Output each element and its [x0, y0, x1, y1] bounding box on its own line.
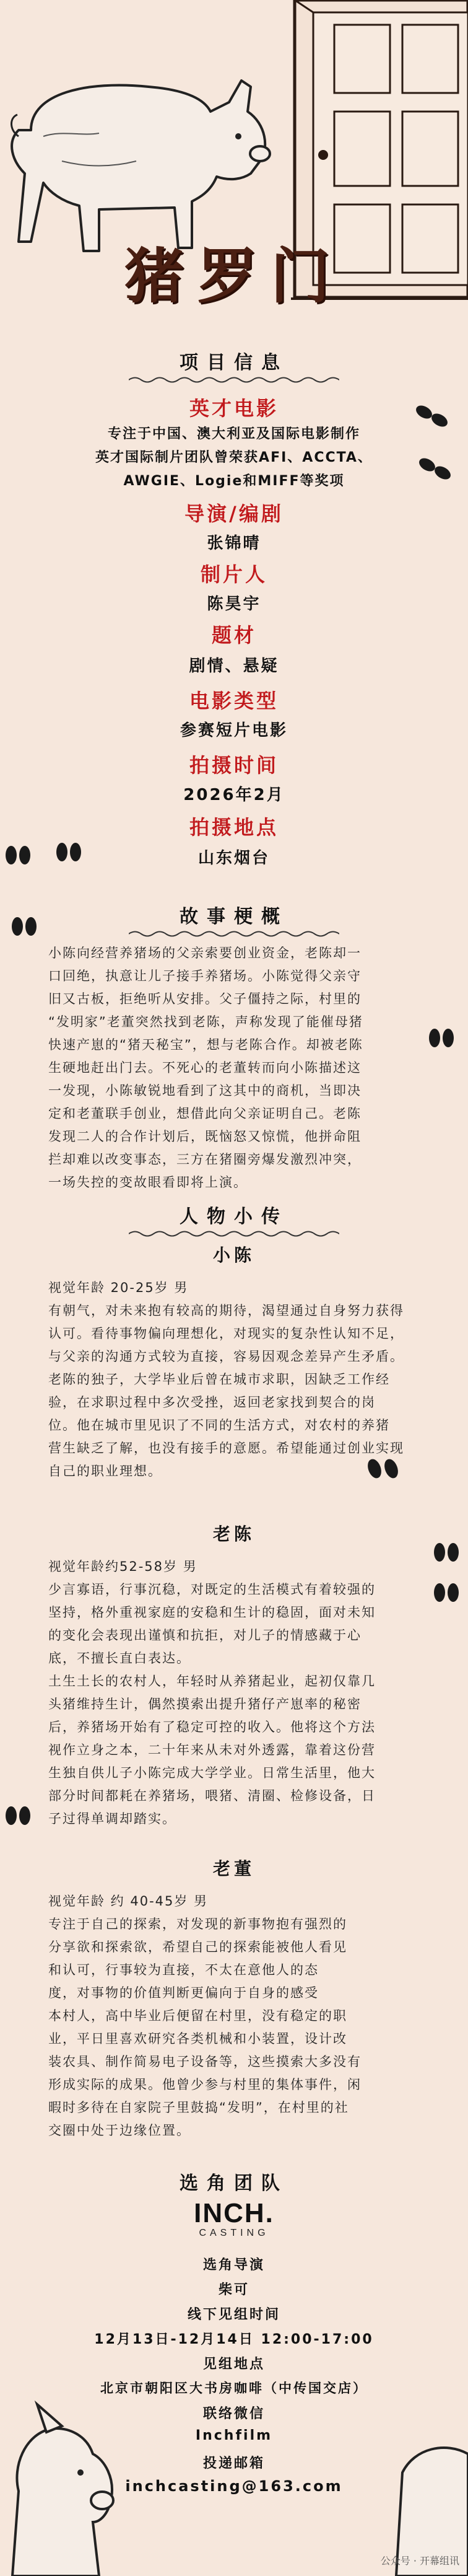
character-age: 视觉年龄 20-25岁 男 — [48, 1280, 189, 1295]
field-label-shoot-date: 拍摄时间 — [189, 754, 279, 777]
synopsis-line: 定和老董联手创业，想借此向父亲证明自己。老陈 — [48, 1106, 362, 1121]
field-value-company-3: AWGIE、Logie和MIFF等奖项 — [123, 473, 345, 489]
character-name-laochen: 老陈 — [212, 1524, 255, 1544]
synopsis-line: 发现二人的合作计划后，既恼怒又惊慌，他拼命阻 — [48, 1129, 362, 1144]
paw-print-icon — [0, 1797, 37, 1834]
synopsis-line: 拦却难以改变事态，三方在猪圈旁爆发激烈冲突， — [48, 1152, 362, 1167]
bio-line: 形成实际的成果。他曾少参与村里的集体事件，闲 — [48, 2077, 362, 2092]
synopsis-line: 一发现，小陈敏锐地看到了这其中的商机，当即决 — [48, 1083, 362, 1098]
inch-casting-logo — [0, 2200, 468, 2240]
project-section-title: 项目信息 — [180, 352, 288, 374]
field-label-location: 拍摄地点 — [189, 815, 279, 839]
field-value-type: 参赛短片电影 — [180, 721, 288, 740]
field-value-genre: 剧情、悬疑 — [189, 657, 279, 675]
field-value-producer: 陈昊宇 — [207, 595, 261, 613]
film-title: 猪罗门 — [124, 241, 344, 311]
field-label-director: 导演/编剧 — [184, 502, 284, 525]
field-label-company: 英才电影 — [189, 397, 279, 420]
synopsis-line: 快速产崽的“猪天秘宝”，想与老陈合作。却被老陈 — [48, 1037, 363, 1052]
casting-director-name: 柴可 — [218, 2282, 249, 2298]
paw-print-icon — [6, 905, 43, 948]
field-value-company-1: 专注于中国、澳大利亚及国际电影制作 — [107, 426, 360, 442]
paw-print-icon — [359, 1450, 409, 1487]
synopsis-line: 小陈向经营养猪场的父亲索要创业资金，老陈却一 — [48, 946, 362, 961]
bio-line: 和认可，行事较为直接，不太在意他人的态 — [48, 1963, 319, 1977]
logo-wordmark: INCH. — [194, 2198, 274, 2228]
synopsis-line: “发明家”老董突然找到老陈，声称发现了能催母猪 — [48, 1014, 363, 1029]
character-age: 视觉年龄约52-58岁 男 — [48, 1559, 197, 1574]
bio-line: 视作立身之本，二十年来从未对外透露，靠着这份营 — [48, 1743, 376, 1757]
wechat-value[interactable]: Inchfilm — [195, 2428, 273, 2443]
bio-line: 后，养猪场开始有了稳定可控的收入。他将这个方法 — [48, 1720, 376, 1734]
meeting-time-value: 12月13日-12月14日 12:00-17:00 — [94, 2332, 374, 2347]
field-label-producer: 制片人 — [200, 563, 267, 586]
bio-line: 部分时间都耗在养猪场，喂猪、清圈、检修设备，日 — [48, 1788, 376, 1803]
paw-print-icon — [427, 1537, 464, 1611]
bio-line: 营生缺乏了解，也没有接手的意愿。希望能通过创业实现 — [48, 1441, 404, 1456]
bio-line: 分享欲和探索欲，希望自己的探索能被他人看见 — [48, 1940, 347, 1954]
bio-line: 自己的职业理想。 — [48, 1464, 162, 1479]
field-label-type: 电影类型 — [189, 689, 279, 713]
bio-line: 与父亲的沟通方式较为直接，容易因观念差异产生矛盾。 — [48, 1349, 404, 1364]
bio-line: 装农具、制作简易电子设备等，这些摸索大多没有 — [48, 2054, 362, 2069]
bio-line: 交圈中处于边缘位置。 — [48, 2123, 191, 2138]
bio-line: 底，不擅长直白表达。 — [48, 1651, 191, 1666]
wave-divider-icon — [129, 376, 339, 384]
synopsis-section-title: 故事梗概 — [180, 906, 288, 928]
email-value[interactable]: inchcasting@163.com — [125, 2477, 343, 2495]
bio-line: 老陈的独子，大学毕业后曾在城市求职，因缺乏工作经 — [48, 1372, 390, 1387]
field-value-location: 山东烟台 — [197, 849, 270, 868]
meeting-time-label: 线下见组时间 — [187, 2307, 280, 2323]
field-value-director: 张锦晴 — [207, 534, 261, 553]
logo-subtitle: CASTING — [199, 2228, 269, 2238]
field-value-shoot-date: 2026年2月 — [183, 786, 285, 804]
meeting-location-value: 北京市朝阳区大书房咖啡（中传国交店） — [100, 2381, 368, 2396]
bio-line: 子过得单调却踏实。 — [48, 1811, 176, 1826]
synopsis-line: 一场失控的变故眼看即将上演。 — [48, 1175, 248, 1190]
bio-line: 验，在求职过程中多次受挫，返回老家找到契合的岗 — [48, 1395, 376, 1410]
paw-print-icon — [423, 1016, 461, 1060]
pig-head-illustration — [0, 2398, 124, 2576]
paw-print-icon — [0, 837, 87, 874]
character-bio-laochen — [48, 1555, 426, 1831]
poster-header — [0, 0, 468, 322]
field-label-genre: 题材 — [211, 623, 256, 647]
bio-line: 土生土长的农村人，年轻时从养猪起业，起初仅靠几 — [48, 1674, 376, 1689]
bio-line: 有朝气，对未来抱有较高的期待，渴望通过自身努力获得 — [48, 1303, 404, 1318]
bio-line: 少言寡语，行事沉稳，对既定的生活模式有着较强的 — [48, 1582, 376, 1597]
bio-line: 暇时多待在自家院子里鼓捣“发明”，在村里的社 — [48, 2100, 349, 2115]
wave-divider-icon — [129, 1229, 339, 1238]
bio-line: 专注于自己的探索，对发现的新事物抱有强烈的 — [48, 1917, 347, 1932]
watermark: 公众号 · 开幕组讯 — [380, 2555, 459, 2567]
paw-print-icon — [409, 397, 458, 490]
character-age: 视觉年龄 约 40-45岁 男 — [48, 1894, 209, 1909]
meeting-location-label: 见组地点 — [202, 2357, 265, 2372]
synopsis-line: 生硬地赶出门去。不死心的老董转而向小陈描述这 — [48, 1060, 362, 1075]
bio-line: 业，平日里喜欢研究各类机械和小装置，设计改 — [48, 2031, 347, 2046]
synopsis-line: 口回绝，执意让儿子接手养猪场。小陈觉得父亲守 — [48, 969, 362, 983]
bio-line: 坚持，格外重视家庭的安稳和生计的稳固，面对未知 — [48, 1605, 376, 1620]
casting-section-title: 选角团队 — [180, 2173, 288, 2194]
field-value-company-2: 英才国际制片团队曾荣获AFI、ACCTA、 — [95, 450, 373, 465]
wechat-label: 联络微信 — [202, 2406, 265, 2422]
wave-divider-icon — [129, 930, 339, 938]
bio-line: 认可。看待事物偏向理想化，对现实的复杂性认知不足， — [48, 1326, 404, 1341]
casting-director-label: 选角导演 — [202, 2257, 265, 2273]
bio-line: 头猪维持生计，偶然摸索出提升猪仔产崽率的秘密 — [48, 1697, 362, 1712]
bio-line: 的变化会表现出谨慎和抗拒，对儿子的情感藏于心 — [48, 1628, 362, 1643]
bio-line: 位。他在城市里见识了不同的生活方式，对农村的养猪 — [48, 1418, 390, 1433]
characters-section-title: 人物小传 — [180, 1206, 288, 1228]
synopsis-text — [48, 942, 426, 1194]
bio-line: 生独自供儿子小陈完成大学学业。日常生活里，他大 — [48, 1765, 376, 1780]
character-name-xiaochen: 小陈 — [212, 1245, 255, 1265]
character-bio-laodong — [48, 1890, 426, 2142]
bio-line: 本村人，高中毕业后便留在村里，没有稳定的职 — [48, 2008, 347, 2023]
character-name-laodong: 老董 — [212, 1858, 255, 1879]
email-label: 投递邮箱 — [202, 2456, 265, 2471]
bio-line: 度，对事物的价值判断更偏向于自身的感受 — [48, 1985, 319, 2000]
synopsis-line: 旧又古板，拒绝听从安排。父子僵持之际，村里的 — [48, 991, 362, 1006]
